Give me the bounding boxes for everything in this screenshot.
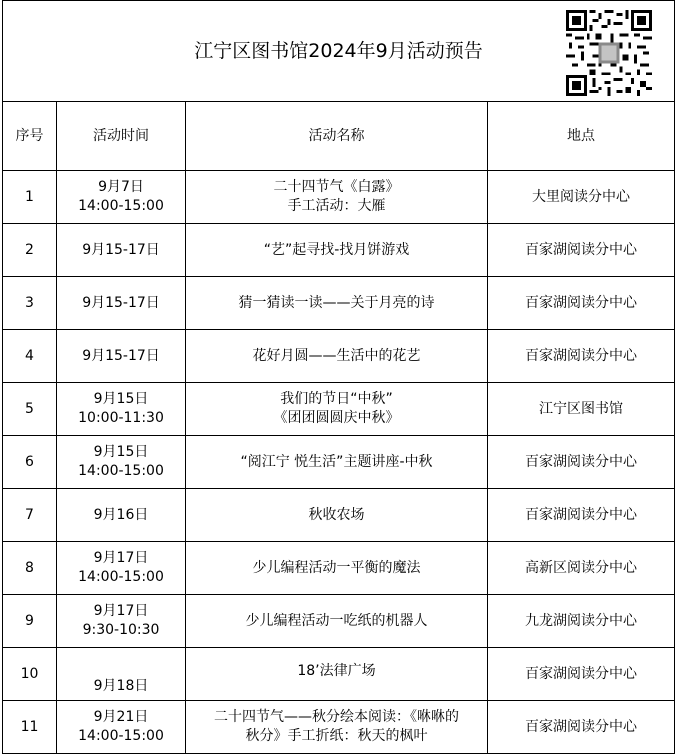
row-place: 百家湖阅读分中心 xyxy=(488,701,675,754)
title-row xyxy=(3,1,675,102)
row-place: 百家湖阅读分中心 xyxy=(488,330,675,383)
row-name-line: 《团团圆圆庆中秋》 xyxy=(273,410,400,426)
row-time-line: 9月17日 xyxy=(93,550,149,566)
row-time xyxy=(57,595,186,648)
table-row xyxy=(3,436,675,489)
row-time-line: 9:30-10:30 xyxy=(82,622,160,638)
row-time-line: 9月21日 xyxy=(93,709,149,725)
row-name xyxy=(186,436,488,489)
table-row xyxy=(3,277,675,330)
row-name-line: 秋分》手工折纸：秋天的枫叶 xyxy=(245,728,428,744)
row-name xyxy=(186,277,488,330)
row-no: 6 xyxy=(3,436,57,489)
header-name: 活动名称 xyxy=(186,102,488,171)
table-row xyxy=(3,224,675,277)
row-time-line: 9月15日 xyxy=(93,391,149,407)
activity-rows xyxy=(3,171,675,754)
row-name xyxy=(186,542,488,595)
row-time xyxy=(57,701,186,754)
table-row xyxy=(3,701,675,754)
row-time-line: 9月15日 xyxy=(93,444,149,460)
table-row xyxy=(3,648,675,701)
row-name-line: 少儿编程活动一吃纸的机器人 xyxy=(245,612,428,629)
row-time-line: 9月15-17日 xyxy=(82,241,160,258)
row-no: 2 xyxy=(3,224,57,277)
row-time xyxy=(57,489,186,542)
row-time xyxy=(57,436,186,489)
header-no: 序号 xyxy=(3,102,57,171)
row-name-line: 二十四节气——秋分绘本阅读：《咻咻的 xyxy=(214,709,459,725)
table-row xyxy=(3,489,675,542)
row-name-line: 18’法律广场 xyxy=(297,663,376,679)
row-no: 8 xyxy=(3,542,57,595)
row-name-line: 少儿编程活动一平衡的魔法 xyxy=(252,559,421,576)
row-no: 7 xyxy=(3,489,57,542)
row-name xyxy=(186,330,488,383)
row-time-line: 14:00-15:00 xyxy=(78,569,164,585)
row-time-line: 14:00-15:00 xyxy=(78,463,164,479)
table-row xyxy=(3,542,675,595)
row-place: 百家湖阅读分中心 xyxy=(488,277,675,330)
header-place: 地点 xyxy=(488,102,675,171)
header-time: 活动时间 xyxy=(57,102,186,171)
row-place: 百家湖阅读分中心 xyxy=(488,224,675,277)
row-place: 百家湖阅读分中心 xyxy=(488,436,675,489)
row-name-line: 秋收农场 xyxy=(308,506,365,523)
row-name xyxy=(186,489,488,542)
row-place: 百家湖阅读分中心 xyxy=(488,648,675,701)
row-no: 5 xyxy=(3,383,57,436)
row-time xyxy=(57,383,186,436)
row-time xyxy=(57,277,186,330)
table-row xyxy=(3,383,675,436)
row-time xyxy=(57,330,186,383)
row-place: 高新区阅读分中心 xyxy=(488,542,675,595)
row-name xyxy=(186,383,488,436)
row-time-line: 10:00-11:30 xyxy=(78,410,164,426)
page-title: 江宁区图书馆2024年9月活动预告 xyxy=(194,39,483,62)
row-no: 1 xyxy=(3,171,57,224)
row-time xyxy=(57,224,186,277)
row-name-line: 我们的节日“中秋” xyxy=(280,391,393,407)
row-name-line: 花好月圆——生活中的花艺 xyxy=(252,347,421,364)
table-row xyxy=(3,171,675,224)
row-time-line: 9月17日 xyxy=(93,603,149,619)
row-time xyxy=(57,648,186,701)
row-time-line: 14:00-15:00 xyxy=(78,198,164,214)
row-time-line: 9月16日 xyxy=(93,506,149,523)
table-row xyxy=(3,330,675,383)
row-name xyxy=(186,224,488,277)
row-name-line: “艺”起寻找-找月饼游戏 xyxy=(263,241,410,258)
row-time xyxy=(57,171,186,224)
row-name-line: 手工活动：大雁 xyxy=(287,198,386,214)
row-time-line: 9月7日 xyxy=(98,179,144,195)
row-place: 江宁区图书馆 xyxy=(488,383,675,436)
row-name-line: 二十四节气《白露》 xyxy=(273,179,400,195)
title-cell xyxy=(3,1,675,102)
row-name xyxy=(186,595,488,648)
row-place: 大里阅读分中心 xyxy=(488,171,675,224)
row-time-line: 9月15-17日 xyxy=(82,294,160,311)
row-time-line: 9月18日 xyxy=(93,678,149,694)
row-no: 4 xyxy=(3,330,57,383)
row-place: 百家湖阅读分中心 xyxy=(488,489,675,542)
row-no: 10 xyxy=(3,648,57,701)
header-row xyxy=(3,102,675,171)
row-place: 九龙湖阅读分中心 xyxy=(488,595,675,648)
row-no: 9 xyxy=(3,595,57,648)
row-name-line: 猜一猜读一读——关于月亮的诗 xyxy=(238,294,435,311)
row-name xyxy=(186,701,488,754)
row-time-line: 9月15-17日 xyxy=(82,347,160,364)
row-no: 11 xyxy=(3,701,57,754)
qr-code-icon xyxy=(566,10,652,96)
row-no: 3 xyxy=(3,277,57,330)
row-name xyxy=(186,648,488,701)
activity-table xyxy=(2,0,675,754)
table-row xyxy=(3,595,675,648)
row-time-line: 14:00-15:00 xyxy=(78,728,164,744)
row-time xyxy=(57,542,186,595)
row-name-line: “阅江宁 悦生活”主题讲座-中秋 xyxy=(240,453,433,470)
row-name xyxy=(186,171,488,224)
